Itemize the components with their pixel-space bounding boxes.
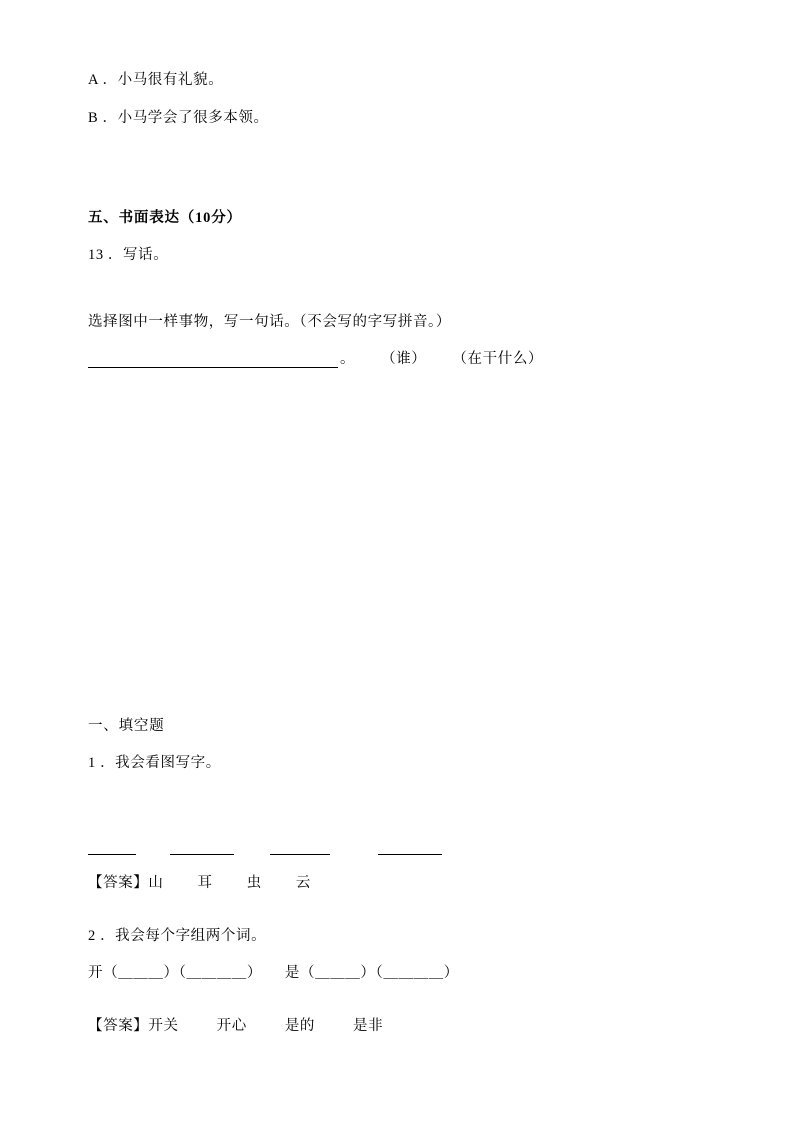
answer-2-2: 开心 [216,1017,247,1034]
answer-suffix: 。 [340,350,356,367]
option-b: B ．小马学会了很多本领。 [88,109,269,126]
word-blank-2[interactable] [170,840,234,855]
answer-1-4: 云 [295,874,311,891]
answer-2-4: 是非 [353,1017,384,1034]
section-title-1: 一、填空题 [88,717,165,734]
answer-row-2 [88,1014,705,1035]
answer-label-2: 【答案】 [88,1017,149,1034]
writing-answer-row [88,347,705,368]
spacer [88,331,705,347]
answer-1-1: 山 [148,874,164,891]
answer-1-2: 耳 [197,874,213,891]
answer-2-3: 是的 [284,1017,316,1034]
writing-prompt: 选择图中一样事物，写一句话。（不会写的字写拼音。） [88,313,451,330]
spacer [88,735,705,751]
spacer [88,855,705,871]
spacer [88,176,705,206]
answer-label-1: 【答案】 [88,874,149,891]
spacer [88,668,705,714]
spacer [88,908,705,924]
writing-hint-who: （谁） [381,350,427,367]
answer-2-1: 开关 [148,1017,179,1034]
word-blank-4[interactable] [378,840,442,855]
answer-1-3: 虫 [246,874,262,891]
question-13: 13 ．写话。 [88,246,169,263]
blank-writing-area [88,368,705,668]
picture-word-blanks [88,840,705,855]
spacer [88,264,705,294]
word-blank-3[interactable] [270,840,330,855]
spacer [88,772,705,802]
question-2-blanks: 开（＿＿＿）（＿＿＿＿） 是（＿＿＿）（＿＿＿＿） [88,964,459,981]
spacer [88,982,705,998]
spacer [88,294,705,310]
spacer [88,998,705,1014]
section-title-5: 五、书面表达（10分） [88,209,242,226]
spacer [88,130,705,176]
spacer [88,945,705,961]
option-a: A ．小马很有礼貌。 [88,72,224,88]
writing-hint-doing: （在干什么） [452,350,544,367]
word-blank-1[interactable] [88,840,136,855]
writing-answer-blank[interactable] [88,352,338,368]
spacer [88,92,705,108]
spacer [88,802,705,832]
spacer [88,227,705,243]
question-2: 2 ．我会每个字组两个词。 [88,927,267,944]
spacer [88,892,705,908]
question-1: 1 ．我会看图写字。 [88,754,221,771]
answer-row-1 [88,871,705,892]
